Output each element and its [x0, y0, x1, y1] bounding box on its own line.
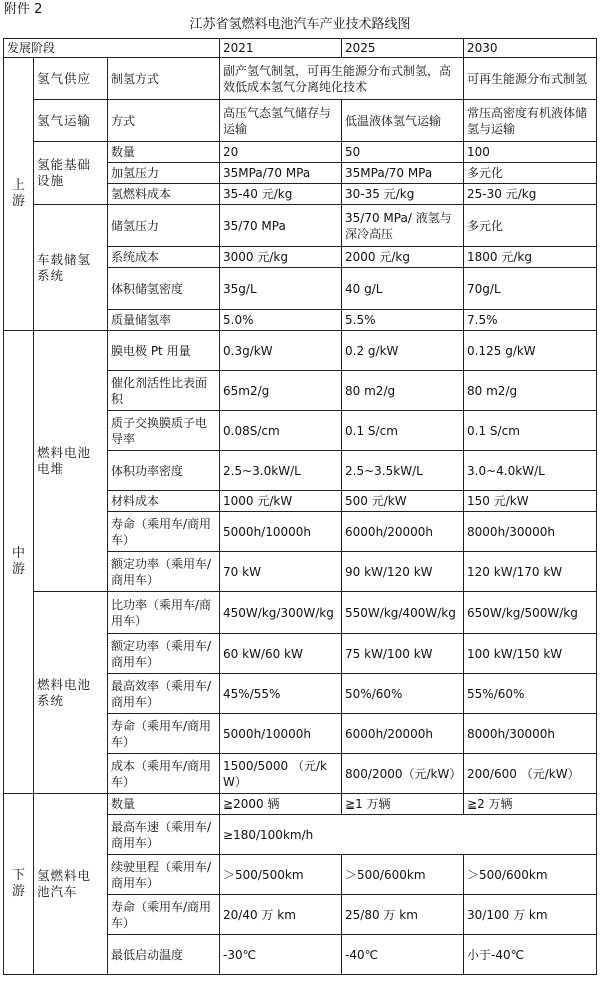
value-2025: 6000h/20000h — [342, 512, 464, 552]
value-2021: 35g/L — [220, 268, 342, 310]
value-2025: 550W/kg/400W/kg — [342, 592, 464, 634]
table-row — [4, 58, 597, 100]
group-stack: 燃料电池电堆 — [34, 331, 108, 592]
value-2025: 30-35 元/kg — [342, 184, 464, 205]
value-2025: 2.5~3.5kW/L — [342, 451, 464, 491]
section-downstream: 下游 — [4, 794, 34, 975]
value-2021: 450W/kg/300W/kg — [220, 592, 342, 634]
value-2021: 2.5~3.0kW/L — [220, 451, 342, 491]
value-2021: 0.08S/cm — [220, 411, 342, 451]
value-2021: ＞500/500km — [220, 855, 342, 895]
value-2025: 90 kW/120 kW — [342, 552, 464, 592]
value-2030: 80 m2/g — [464, 371, 597, 411]
table-row — [4, 205, 597, 247]
group-h2-transport: 氢气运输 — [34, 100, 108, 142]
item-cell: 膜电极 Pt 用量 — [108, 331, 220, 371]
value-2030: 7.5% — [464, 310, 597, 331]
value-2030: 小于-40℃ — [464, 935, 597, 975]
item-cell: 续驶里程（乘用车/商用车） — [108, 855, 220, 895]
item-cell: 质量储氢率 — [108, 310, 220, 331]
item-cell: 质子交换膜质子电导率 — [108, 411, 220, 451]
value-2021: 5000h/10000h — [220, 714, 342, 754]
value-2021: 60 kW/60 kW — [220, 634, 342, 674]
value-2025: 50%/60% — [342, 674, 464, 714]
document-title: 江苏省氢燃料电池汽车产业技术路线图 — [189, 17, 411, 32]
value-2030: 3.0~4.0kW/L — [464, 451, 597, 491]
value-2025: 6000h/20000h — [342, 714, 464, 754]
group-h2-infra: 氢能基础设施 — [34, 142, 108, 205]
value-2025: 5.5% — [342, 310, 464, 331]
annex-label: 附件 2 — [4, 2, 43, 17]
value-2021: 35MPa/70 MPa — [220, 163, 342, 184]
group-system: 燃料电池系统 — [34, 592, 108, 794]
value-2030: 55%/60% — [464, 674, 597, 714]
value-2030: 30/100 万 km — [464, 895, 597, 935]
item-cell: 制氢方式 — [108, 58, 220, 100]
item-cell: 氢燃料成本 — [108, 184, 220, 205]
value-2021-2025: 副产氢气制氢，可再生能源分布式制氢，高效低成本氢气分离纯化技术 — [220, 58, 464, 100]
value-2025: 25/80 万 km — [342, 895, 464, 935]
value-2021: 20 — [220, 142, 342, 163]
value-2021: 20/40 万 km — [220, 895, 342, 935]
value-2021: 高压气态氢气储存与运输 — [220, 100, 342, 142]
value-2030: 0.125 g/kW — [464, 331, 597, 371]
table-row — [4, 100, 597, 142]
value-2021: 35/70 MPa — [220, 205, 342, 247]
item-cell: 寿命（乘用车/商用车） — [108, 895, 220, 935]
value-2021: 45%/55% — [220, 674, 342, 714]
value-2021: 1500/5000 （元/kW） — [220, 754, 342, 794]
value-2025: ＞500/600km — [342, 855, 464, 895]
value-2030: 8000h/30000h — [464, 512, 597, 552]
header-stage: 发展阶段 — [4, 39, 220, 58]
header-2025: 2025 — [342, 39, 464, 58]
value-2025: 40 g/L — [342, 268, 464, 310]
item-cell: 额定功率（乘用车/商用车） — [108, 634, 220, 674]
item-cell: 方式 — [108, 100, 220, 142]
table-row — [4, 331, 597, 371]
table-row — [4, 592, 597, 634]
value-2021: 70 kW — [220, 552, 342, 592]
value-2021: 35-40 元/kg — [220, 184, 342, 205]
item-cell: 最高效率（乘用车/商用车） — [108, 674, 220, 714]
value-2025: 0.1 S/cm — [342, 411, 464, 451]
value-2025: ≧1 万辆 — [342, 794, 464, 815]
value-2021: 65m2/g — [220, 371, 342, 411]
section-midstream: 中游 — [4, 331, 34, 794]
group-h2-supply: 氢气供应 — [34, 58, 108, 100]
value-2030: 150 元/kW — [464, 491, 597, 512]
value-2025: 80 m2/g — [342, 371, 464, 411]
value-2025: 35MPa/70 MPa — [342, 163, 464, 184]
value-2025: 2000 元/kg — [342, 247, 464, 268]
item-cell: 寿命（乘用车/商用车） — [108, 512, 220, 552]
value-2030: 120 kW/170 kW — [464, 552, 597, 592]
value-2021: 1000 元/kW — [220, 491, 342, 512]
value-2021: ≧2000 辆 — [220, 794, 342, 815]
value-2030: 200/600 （元/kW） — [464, 754, 597, 794]
item-cell: 加氢压力 — [108, 163, 220, 184]
section-upstream: 上游 — [4, 58, 34, 331]
value-2030: 100 — [464, 142, 597, 163]
value-2030: 8000h/30000h — [464, 714, 597, 754]
value-2030: 650W/kg/500W/kg — [464, 592, 597, 634]
item-cell: 比功率（乘用车/商用车） — [108, 592, 220, 634]
item-cell: 催化剂活性比表面积 — [108, 371, 220, 411]
header-row — [4, 39, 597, 58]
value-2025: 800/2000（元/kW） — [342, 754, 464, 794]
item-cell: 数量 — [108, 142, 220, 163]
item-cell: 储氢压力 — [108, 205, 220, 247]
group-onboard-storage: 车载储氢系统 — [34, 205, 108, 331]
value-2025: 35/70 MPa/ 液氢与深冷高压 — [342, 205, 464, 247]
value-2021: 5.0% — [220, 310, 342, 331]
value-2021: 0.3g/kW — [220, 331, 342, 371]
item-cell: 数量 — [108, 794, 220, 815]
value-2025: -40℃ — [342, 935, 464, 975]
value-2030: 多元化 — [464, 163, 597, 184]
roadmap-table — [3, 38, 597, 975]
item-cell: 寿命（乘用车/商用车） — [108, 714, 220, 754]
value-2030: 可再生能源分布式制氢 — [464, 58, 597, 100]
value-2030: 0.1 S/cm — [464, 411, 597, 451]
table-row — [4, 142, 597, 163]
value-2030: 25-30 元/kg — [464, 184, 597, 205]
value-all-years: ≥180/100km/h — [220, 815, 597, 855]
item-cell: 最低启动温度 — [108, 935, 220, 975]
item-cell: 成本（乘用车/商用车） — [108, 754, 220, 794]
value-2025: 50 — [342, 142, 464, 163]
item-cell: 材料成本 — [108, 491, 220, 512]
header-2021: 2021 — [220, 39, 342, 58]
value-2025: 低温液体氢气运输 — [342, 100, 464, 142]
value-2030: ＞500/600km — [464, 855, 597, 895]
table-row — [4, 794, 597, 815]
value-2021: -30℃ — [220, 935, 342, 975]
value-2030: 1800 元/kg — [464, 247, 597, 268]
group-vehicle: 氢燃料电池汽车 — [34, 794, 108, 975]
value-2030: 70g/L — [464, 268, 597, 310]
value-2021: 3000 元/kg — [220, 247, 342, 268]
value-2025: 0.2 g/kW — [342, 331, 464, 371]
item-cell: 系统成本 — [108, 247, 220, 268]
item-cell: 额定功率（乘用车/商用车） — [108, 552, 220, 592]
value-2030: 常压高密度有机液体储氢与运输 — [464, 100, 597, 142]
item-cell: 体积功率密度 — [108, 451, 220, 491]
value-2021: 5000h/10000h — [220, 512, 342, 552]
value-2025: 500 元/kW — [342, 491, 464, 512]
value-2030: 100 kW/150 kW — [464, 634, 597, 674]
header-2030: 2030 — [464, 39, 597, 58]
item-cell: 体积储氢密度 — [108, 268, 220, 310]
value-2030: ≧2 万辆 — [464, 794, 597, 815]
value-2030: 多元化 — [464, 205, 597, 247]
value-2025: 75 kW/100 kW — [342, 634, 464, 674]
item-cell: 最高车速（乘用车/商用车） — [108, 815, 220, 855]
